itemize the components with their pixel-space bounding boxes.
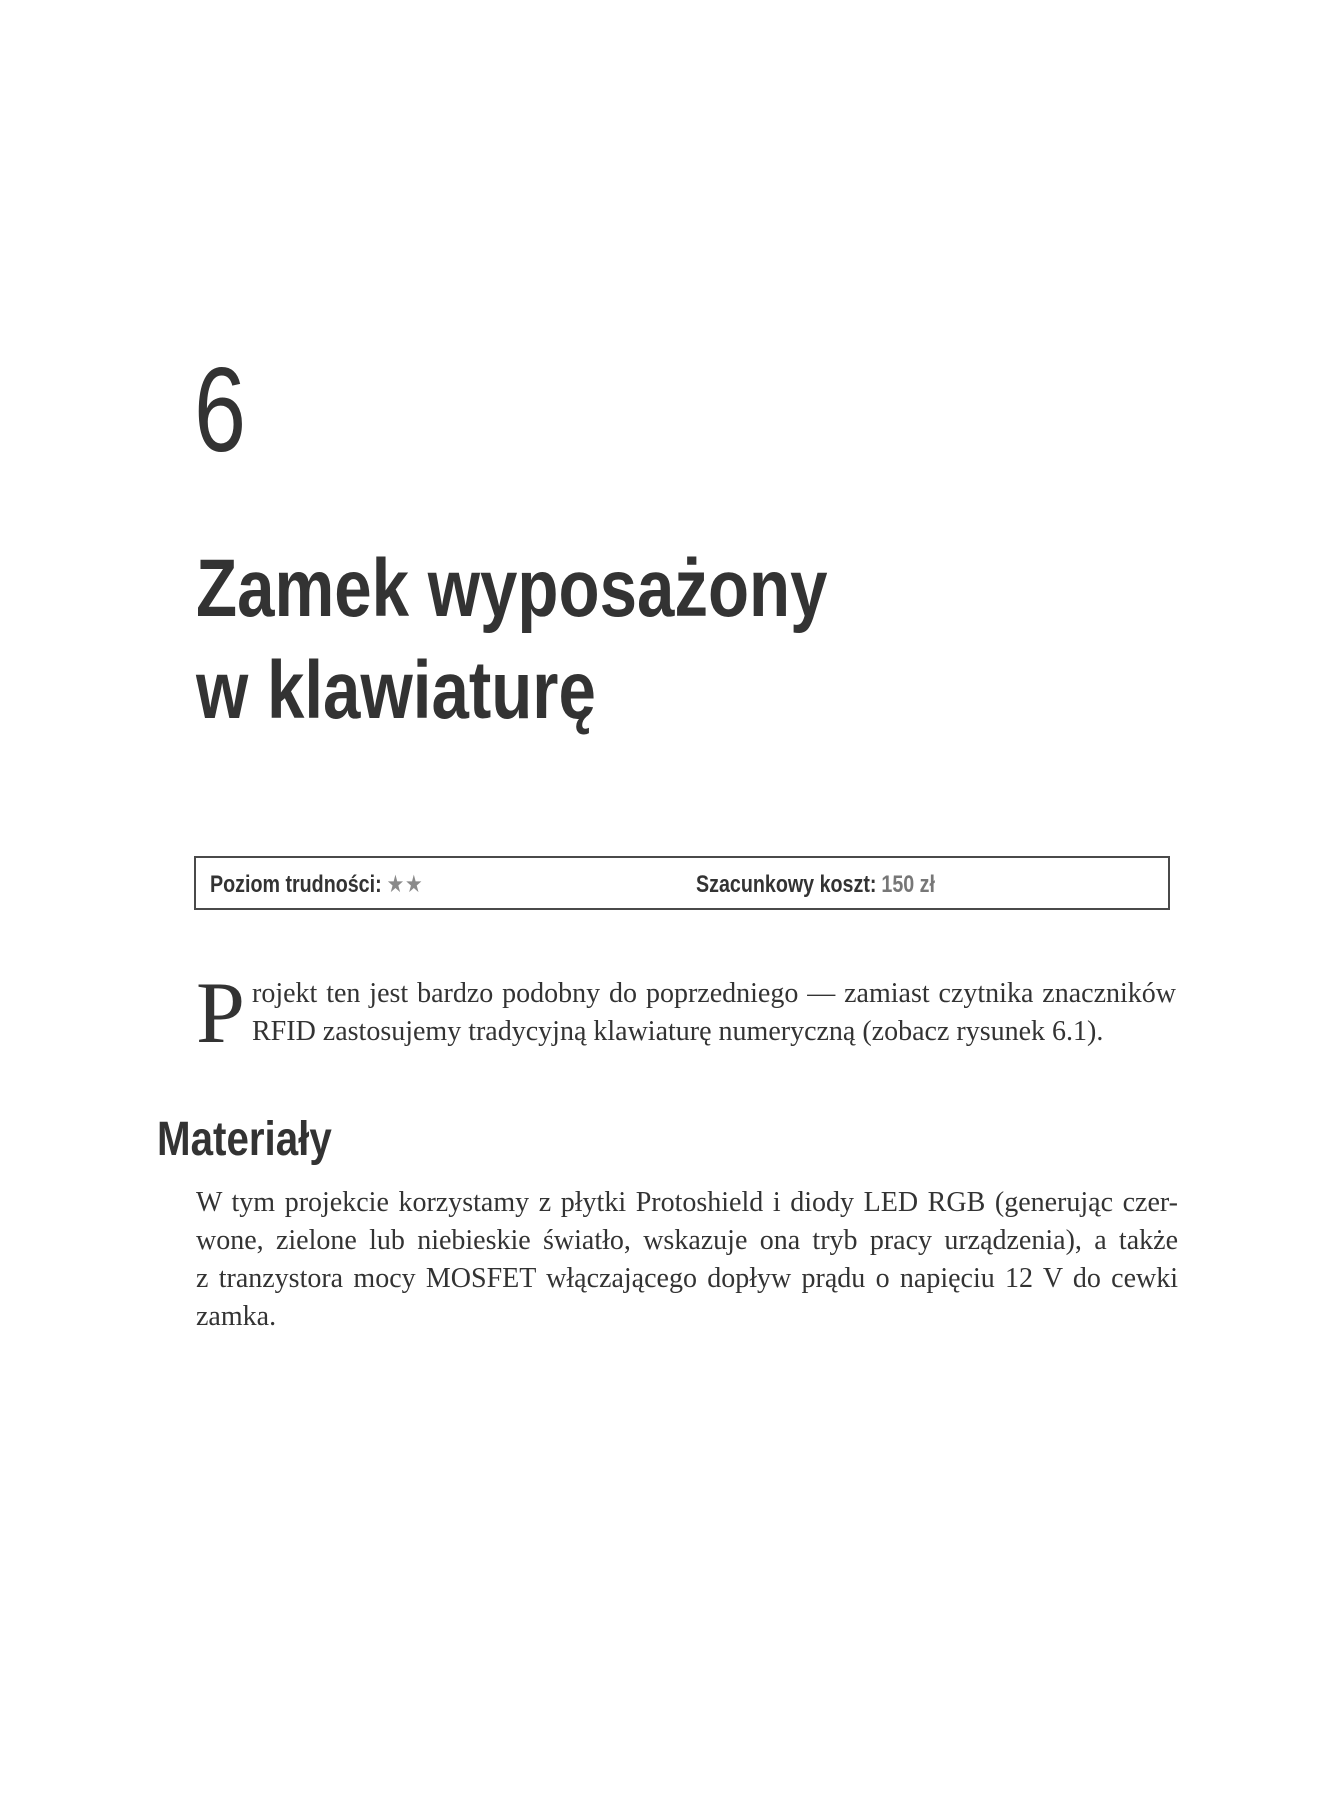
difficulty-label: Poziom trudności: — [210, 871, 382, 898]
intro-line-2: RFID zastosujemy tradycyjną klawiaturę numeryczną (zobacz rysunek 6.1). — [252, 1016, 1104, 1047]
drop-cap: P — [196, 965, 245, 1062]
project-info-box — [194, 856, 1170, 910]
materials-paragraph — [196, 1184, 1178, 1336]
cost-label: Szacunkowy koszt: — [696, 871, 877, 898]
chapter-title-line-2: w klawiaturę — [196, 645, 596, 736]
intro-paragraph — [196, 965, 1176, 1062]
section-heading: Materiały — [157, 1113, 332, 1166]
cost-info — [696, 871, 935, 899]
chapter-title-line-1: Zamek wyposażony — [196, 543, 828, 634]
materials-line-2: wone, zielone lub niebieskie światło, wskazuje ona tryb pracy urządzenia), a także — [196, 1225, 1178, 1256]
materials-line-3: z tranzystora mocy MOSFET włączającego dopływ prądu o napięciu 12 V do cewki — [196, 1263, 1178, 1294]
intro-line-1: rojekt ten jest bardzo podobny do poprzedniego — zamiast czytnika znaczników — [252, 978, 1176, 1009]
difficulty-info — [210, 871, 424, 899]
materials-line-4: zamka. — [196, 1301, 277, 1332]
materials-line-1: W tym projekcie korzystamy z płytki Protoshield i diody LED RGB (generując czer- — [196, 1187, 1178, 1218]
chapter-title — [196, 538, 828, 742]
cost-value: 150 zł — [881, 871, 935, 898]
difficulty-stars-icon: ★★ — [386, 871, 424, 898]
chapter-number: 6 — [194, 343, 247, 477]
